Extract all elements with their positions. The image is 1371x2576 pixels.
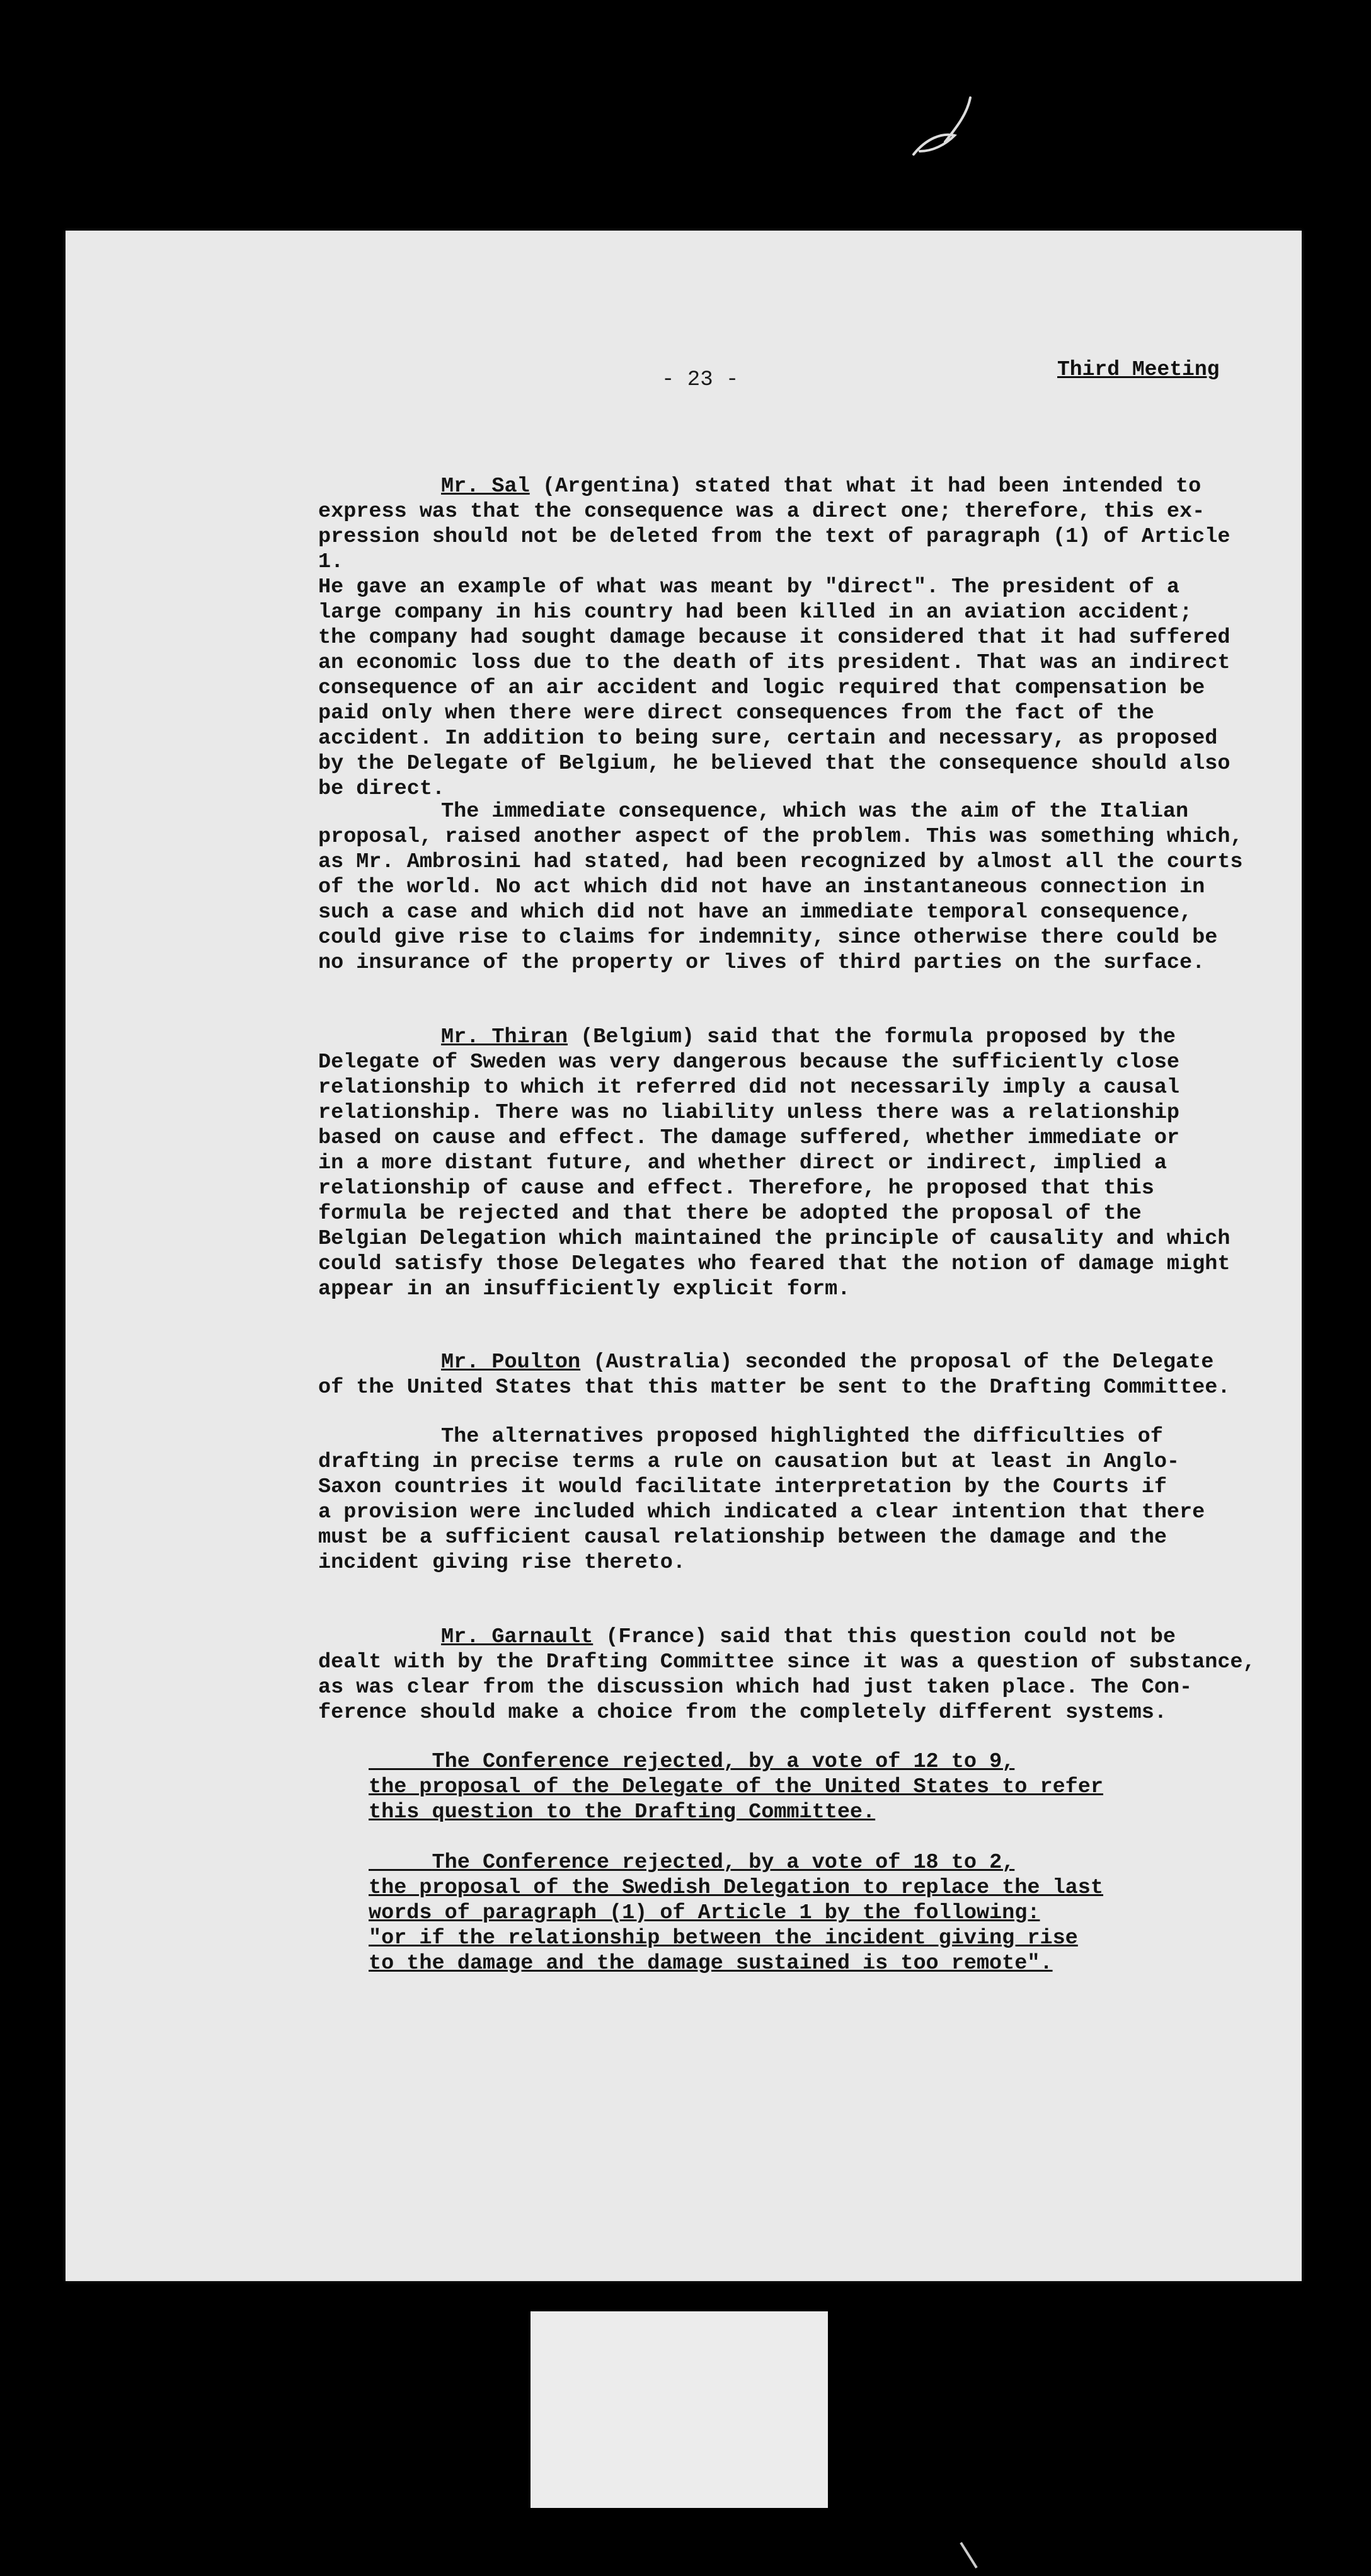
paragraph-alternatives-text: The alternatives proposed highlighted the difficulties of drafting in precise terms a rule on causation but at least in Anglo- Saxon countries it would facilitate interpretation by the Courts if a provision were included which indicated a clear intention that there must be a sufficient causal relationship between the damage and the incident giving rise thereto. bbox=[318, 1425, 1205, 1575]
speaker-poulton: Mr. Poulton bbox=[441, 1350, 581, 1374]
meeting-title: Third Meeting bbox=[1057, 358, 1220, 381]
speaker-garnault: Mr. Garnault bbox=[441, 1625, 594, 1649]
resolution-swedish-proposal: The Conference rejected, by a vote of 18 to 2, the proposal of the Swedish Delegation to replace the last words of paragraph (1) of Article 1 by the following: "or if the relationship between the incident giving rise to the damage and the damage sustained is too remote". bbox=[369, 1851, 1103, 1975]
paragraph-thiran-text: (Belgium) said that the formula proposed by the Delegate of Sweden was very dangerous because the sufficiently close relationship to which it referred did not necessarily imply a causal relationship. There was no liability unless there was a relationship based on cause and effect. The damage suffered, whether immediate or in a more distant future, and whether direct or indirect, implied a relationship of cause and effect. Therefore, he proposed that this formula be rejected and that there be adopted the proposal of the Belgian Delegation which maintained the principle of causality and which could satisfy those Delegates who feared that the notion of damage might appear in an insufficiently explicit form. bbox=[318, 1025, 1230, 1301]
paragraph-immediate-consequence bbox=[318, 799, 1263, 975]
paragraph-garnault-text: (France) said that this question could not be dealt with by the Drafting Committee since it was a question of substance, as was clear from the discussion which had just taken place. The Con- ference should make a choice from the completely different systems. bbox=[318, 1625, 1256, 1725]
paragraph-thiran bbox=[318, 1025, 1263, 1302]
paragraph-alternatives bbox=[318, 1424, 1263, 1575]
paragraph-sal-text: (Argentina) stated that what it had been intended to express was that the consequence was a direct one; therefore, this ex- pression should not be deleted from the text of paragraph (1) of Article 1. He gave an example of what was meant by "direct". The president of a large company in his country had been killed in an aviation accident; the company had sought damage because it considered that it had suffered an economic loss due to the death of its president. That was an indirect consequence of an air accident and logic required that compensation be paid only when there were direct consequences from the fact of the accident. In addition to being sure, certain and necessary, as proposed by the Delegate of Belgium, he believed that the consequence should also be direct. bbox=[318, 474, 1230, 801]
page-number: - 23 - bbox=[662, 368, 739, 392]
paragraph-immediate-consequence-text: The immediate consequence, which was the aim of the Italian proposal, raised another aspect of the problem. This was something which, as Mr. Ambrosini had stated, had been recognized by almost all the courts of the world. No act which did not have an instantaneous connection in such a case and which did not have an immediate temporal consequence, could give rise to claims for indemnity, since otherwise there could be no insurance of the property or lives of third parties on the surface. bbox=[318, 800, 1243, 975]
handwritten-mark-icon bbox=[907, 88, 983, 164]
corner-mark-icon bbox=[958, 2539, 983, 2571]
speaker-thiran: Mr. Thiran bbox=[441, 1025, 568, 1049]
paragraph-poulton bbox=[318, 1350, 1263, 1400]
paragraph-poulton-text: (Australia) seconded the proposal of the Delegate of the United States that this matter be sent to the Drafting Committee. bbox=[318, 1350, 1230, 1400]
paragraph-sal bbox=[318, 474, 1263, 802]
speaker-sal: Mr. Sal bbox=[441, 474, 530, 498]
resolution-drafting-committee: The Conference rejected, by a vote of 12 to 9, the proposal of the Delegate of the United States to refer this question to the Drafting Committee. bbox=[369, 1750, 1103, 1824]
paragraph-garnault bbox=[318, 1624, 1263, 1725]
target-card bbox=[531, 2311, 828, 2508]
